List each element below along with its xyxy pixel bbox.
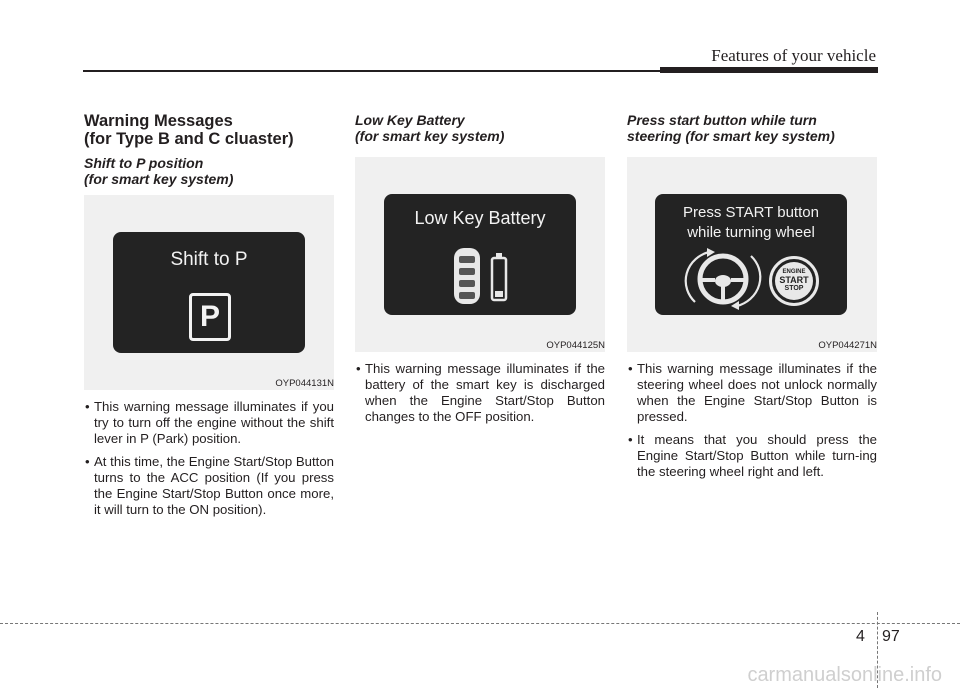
section-title-line-2: (for Type B and C cluaster) — [84, 130, 294, 148]
column-press-start-button — [627, 112, 877, 487]
column-shift-to-p — [84, 112, 334, 525]
header-bar — [660, 67, 878, 73]
subtitle-line-1: Press start button while turn — [627, 112, 817, 128]
bullet-list — [84, 399, 334, 518]
subtitle-line-1: Shift to P position — [84, 155, 204, 171]
figure-shift-to-p — [84, 195, 334, 390]
section-title-line-1: Warning Messages — [84, 112, 233, 130]
column-low-key-battery — [355, 112, 605, 432]
button-text-engine: ENGINE — [782, 269, 806, 275]
steering-wheel-icon — [683, 246, 763, 312]
display-text — [655, 203, 847, 243]
bullet-item: • This warning message illuminates if the steering wheel does not unlock normally when the Engine Start/Stop Button is pressed. — [627, 361, 877, 425]
figure-press-start — [627, 157, 877, 352]
footer-rule — [0, 623, 960, 624]
section-number: 4 — [856, 628, 865, 645]
cluster-display — [655, 194, 847, 315]
figure-code: OYP044131N — [275, 378, 334, 389]
watermark: carmanualsonline.info — [747, 664, 942, 686]
display-text: Low Key Battery — [414, 208, 546, 228]
bullet-item: • This warning message illuminates if the battery of the smart key is discharged when the Engine Start/Stop Button changes to the OFF position. — [355, 361, 605, 425]
header-rule — [83, 70, 660, 72]
park-gear-icon: P — [189, 293, 231, 341]
bullet-list — [627, 361, 877, 480]
cluster-display — [113, 232, 305, 353]
bullet-item: • This warning message illuminates if you try to turn off the engine without the shift lever in P (Park) position. — [84, 399, 334, 447]
subtitle-line-1: Low Key Battery — [355, 112, 465, 128]
smart-key-icon — [450, 244, 512, 310]
subsection-title-shift-to-p — [84, 155, 334, 187]
bullet-item: • It means that you should press the Engine Start/Stop Button while turn-ing the steering wheel right and left. — [627, 432, 877, 480]
display-text: Shift to P — [170, 249, 248, 270]
subsection-title-low-key-battery — [355, 112, 605, 144]
cluster-display — [384, 194, 576, 315]
display-text-line-1: Press START button — [683, 204, 819, 221]
display-text-line-2: while turning wheel — [687, 224, 815, 241]
button-text-start: START — [779, 275, 809, 285]
figure-code: OYP044125N — [546, 340, 605, 351]
button-text-stop: STOP — [784, 285, 804, 292]
subtitle-line-2: steering (for smart key system) — [627, 128, 835, 144]
bullet-item: • At this time, the Engine Start/Stop Button turns to the ACC position (If you press the Engine Start/Stop Button once more, it will turn to the ON position). — [84, 454, 334, 518]
bullet-list — [355, 361, 605, 425]
subtitle-line-2: (for smart key system) — [84, 171, 234, 187]
subsection-title-press-start — [627, 112, 877, 144]
page-number: 97 — [882, 628, 900, 645]
header-title: Features of your vehicle — [711, 46, 876, 65]
subtitle-line-2: (for smart key system) — [355, 128, 505, 144]
section-title — [84, 112, 334, 148]
figure-code: OYP044271N — [818, 340, 877, 351]
engine-start-stop-icon — [769, 256, 819, 306]
figure-low-key-battery — [355, 157, 605, 352]
